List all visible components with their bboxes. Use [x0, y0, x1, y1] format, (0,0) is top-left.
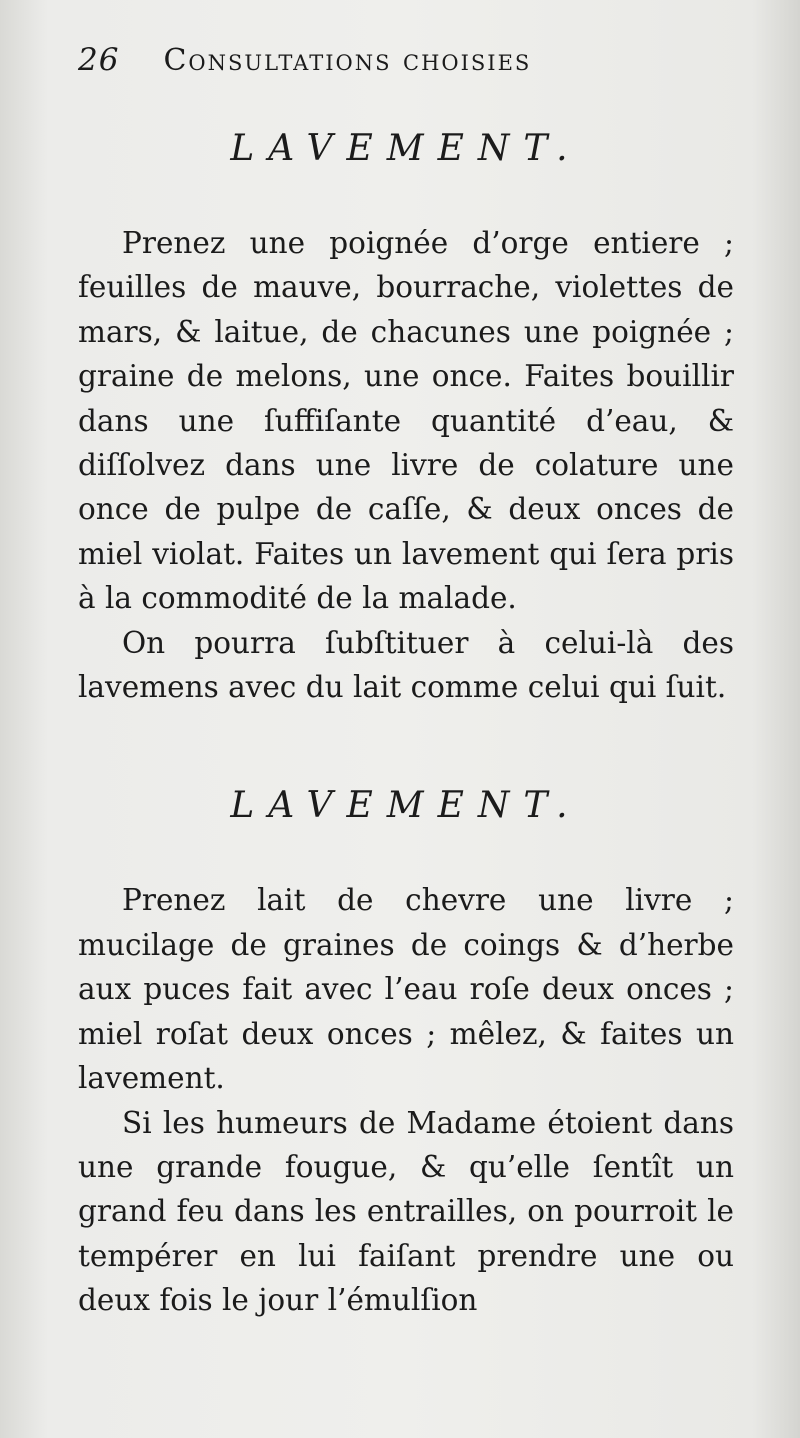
section-heading: LAVEMENT. [230, 785, 582, 827]
page-number: 26 [78, 42, 120, 78]
paragraph: Prenez une poignée d’orge entiere ; feuilles de mauve, bourrache, violettes de mars, & laitue, de chacunes une poignée ; graine de melons, une once. Faites bouillir dans une ſuffiſante quantité d’eau, & diſſolvez dans une livre de colature une once de pulpe de caſſe, & deux onces de miel violat. Faites un lavement qui ſera pris à la commodité de la malade. [78, 226, 734, 616]
running-title: Consultations choisies [163, 43, 532, 78]
paragraph: Prenez lait de chevre une livre ; mucilage de graines de coings & d’herbe aux puces fait avec l’eau roſe deux onces ; miel roſat deux onces ; mêlez, & faites un lavement. [78, 883, 734, 1096]
section-first-lavement [78, 128, 734, 709]
paragraph: Si les humeurs de Madame étoient dans une grande fougue, & qu’elle ſentît un grand feu dans les entrailles, on pourroit le tempérer en lui faiſant prendre une ou deux fois le jour l’émulſion [78, 1105, 734, 1318]
section-heading: LAVEMENT. [230, 128, 582, 169]
paragraph: On pourra ſubſtituer à celui-là des lavemens avec du lait comme celui qui ſuit. [78, 625, 734, 705]
running-head [78, 42, 734, 106]
section-second-lavement [78, 785, 734, 1322]
